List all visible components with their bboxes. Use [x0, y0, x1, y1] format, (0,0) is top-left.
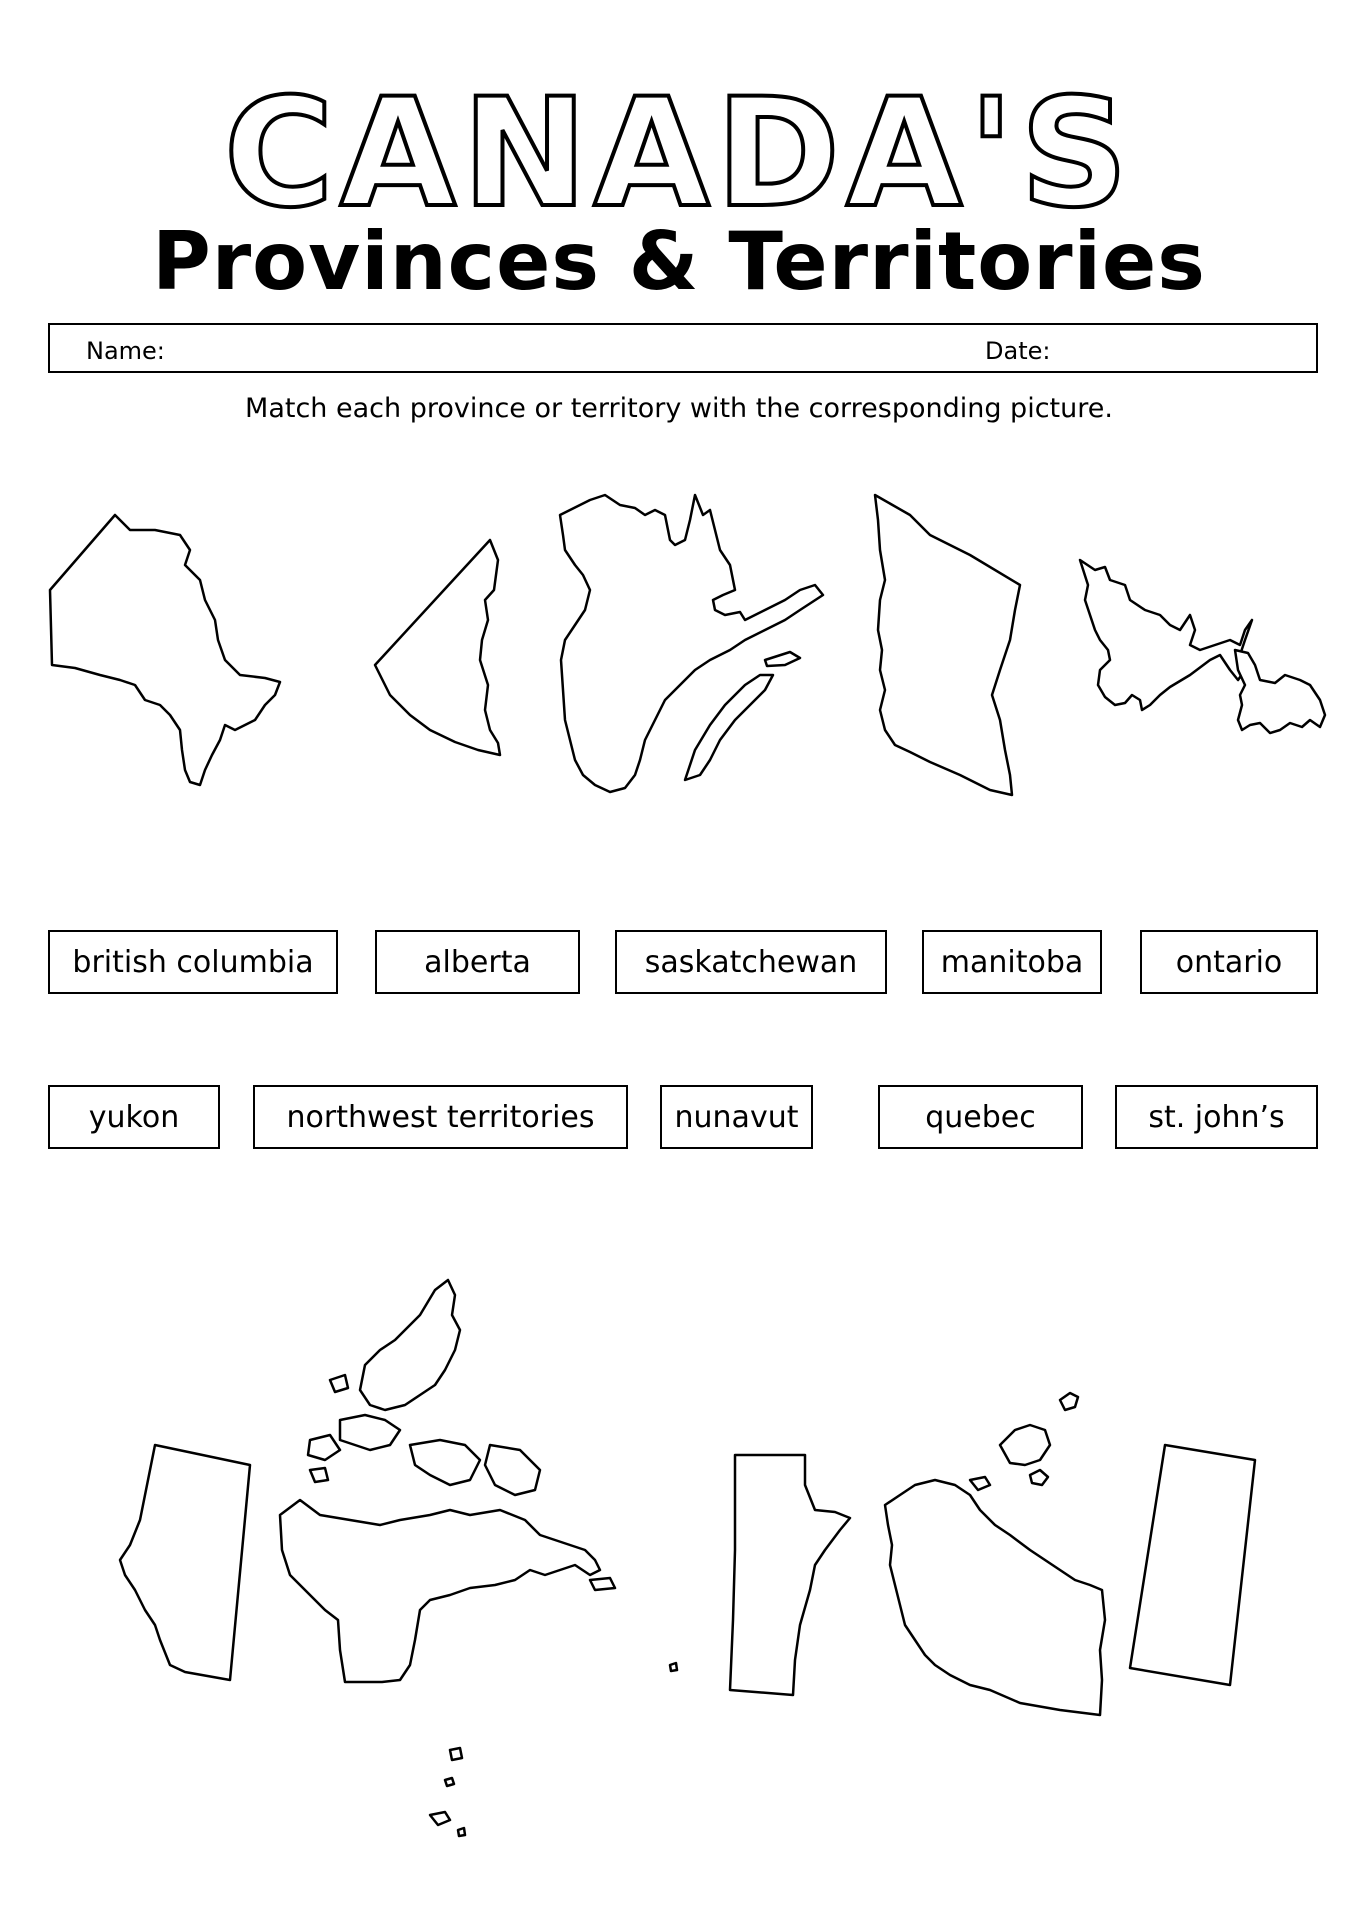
name-input[interactable] — [170, 329, 990, 369]
name-card-british-columbia[interactable]: british columbia — [48, 930, 338, 994]
name-card-northwest-territories[interactable]: northwest territories — [253, 1085, 628, 1149]
name-date-box — [48, 323, 1318, 373]
name-card-manitoba[interactable]: manitoba — [922, 930, 1102, 994]
date-label: Date: — [985, 337, 1051, 365]
subtitle-provinces-territories: Provinces & Territories — [152, 215, 1206, 308]
saskatchewan-map[interactable] — [1125, 1440, 1265, 1690]
name-card-saskatchewan[interactable]: saskatchewan — [615, 930, 887, 994]
name-card-st-john-s[interactable]: st. john’s — [1115, 1085, 1318, 1149]
newfoundland-map[interactable] — [1070, 555, 1330, 745]
northwest-territories-map[interactable] — [880, 1385, 1120, 1730]
name-card-quebec[interactable]: quebec — [878, 1085, 1083, 1149]
nunavut-map[interactable] — [270, 1270, 710, 1850]
manitoba-map[interactable] — [725, 1450, 865, 1700]
quebec-map[interactable] — [545, 490, 830, 805]
ontario-map[interactable] — [40, 500, 330, 800]
british-columbia-map[interactable] — [870, 490, 1035, 805]
name-card-nunavut[interactable]: nunavut — [660, 1085, 813, 1149]
name-card-ontario[interactable]: ontario — [1140, 930, 1318, 994]
title-text: CANADA'S — [223, 67, 1135, 240]
alberta-map[interactable] — [115, 1440, 255, 1685]
name-card-alberta[interactable]: alberta — [375, 930, 580, 994]
instruction-text: Match each province or territory with the corresponding picture. — [245, 393, 1113, 424]
yukon-map[interactable] — [370, 535, 505, 760]
name-label: Name: — [86, 337, 165, 365]
date-input[interactable] — [1060, 329, 1310, 369]
name-card-yukon[interactable]: yukon — [48, 1085, 220, 1149]
